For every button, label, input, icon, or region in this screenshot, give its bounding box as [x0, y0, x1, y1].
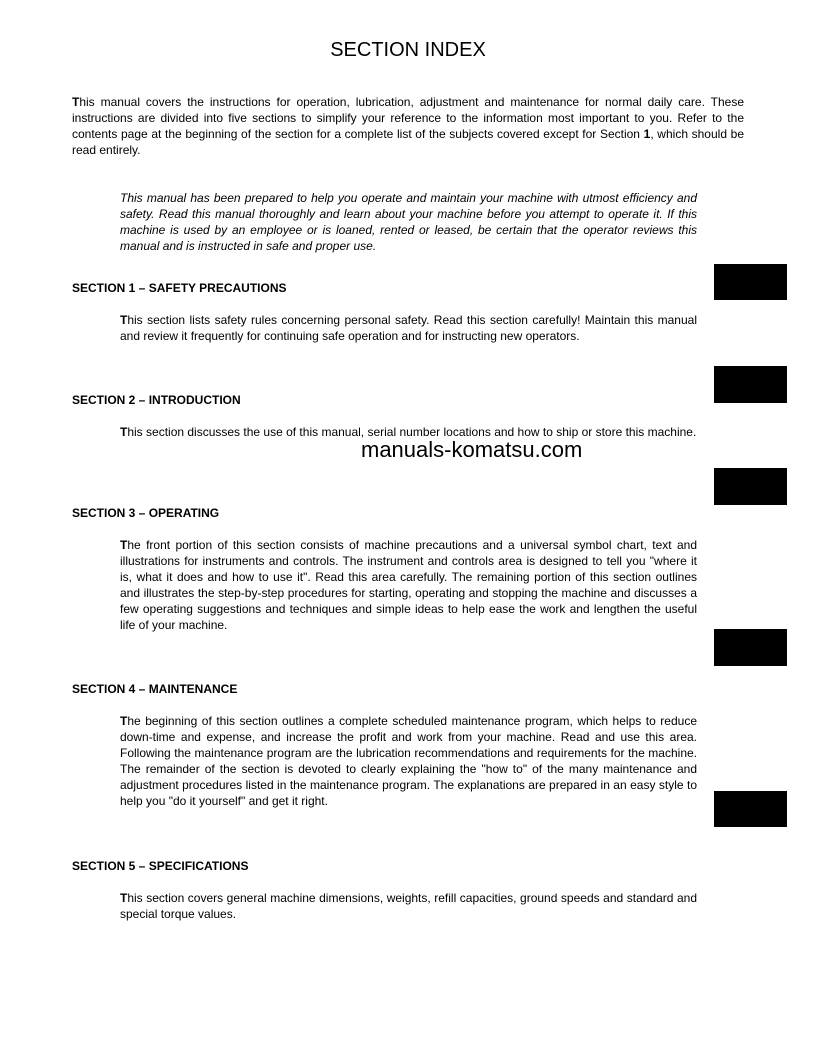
intro-section-number: 1 [643, 127, 651, 141]
section-4-heading: SECTION 4 – MAINTENANCE [72, 682, 238, 696]
section-2-thumb-tab [714, 366, 787, 403]
intro-text-end: , which should be read entirely. [72, 127, 744, 157]
section-1-lead-letter: T [120, 313, 128, 327]
section-4-body [120, 713, 697, 809]
section-1-heading: SECTION 1 – SAFETY PRECAUTIONS [72, 281, 287, 295]
section-2-heading: SECTION 2 – INTRODUCTION [72, 393, 241, 407]
section-5-thumb-tab [714, 791, 787, 827]
section-5-heading: SECTION 5 – SPECIFICATIONS [72, 859, 249, 873]
intro-text: his manual covers the instructions for operation, lubrication, adjustment and maintenance for normal daily care. These instructions are divided into five sections to simplify your reference to the information most important to you. Refer to the contents page at the beginning of the section for a complete list of the subjects covered except for Section [72, 95, 744, 141]
section-4-lead-letter: T [120, 714, 128, 728]
section-1-body [120, 312, 697, 344]
section-2-text: his section discusses the use of this manual, serial number locations and how to ship or store this machine. [127, 425, 697, 439]
section-1-thumb-tab [714, 264, 787, 300]
watermark-text: manuals-komatsu.com [361, 437, 583, 462]
section-3-text: he front portion of this section consists of machine precautions and a universal symbol chart, text and illustrations for instruments and controls. The instrument and controls area is designed to tell you "where it is, what it does and how to use it". Read this area carefully. The remaining portion of this section outlines and illustrates the step-by-step procedures for starting, operating and stopping the machine and discusses a few operating suggestions and techniques and simple ideas to help ease the work and lengthen the useful life of your machine. [120, 538, 697, 632]
intro-lead-letter: T [72, 95, 80, 109]
section-3-heading: SECTION 3 – OPERATING [72, 506, 220, 520]
section-5-text: his section covers general machine dimensions, weights, refill capacities, ground speeds and standard and special torque values. [120, 891, 697, 921]
notice-paragraph: This manual has been prepared to help you operate and maintain your machine with utmost efficiency and safety. Read this manual thoroughly and learn about your machine before you attempt to operate it. If this machine is used by an employee or is loaned, rented or leased, be certain that the operator reviews this manual and is instructed in safe and proper use. [120, 191, 697, 253]
section-5-lead-letter: T [120, 891, 128, 905]
section-3-lead-letter: T [120, 538, 128, 552]
section-1-text: his section lists safety rules concerning personal safety. Read this section carefully! Maintain this manual and review it frequently for continuing safe operation and for instructing new operators. [120, 313, 697, 343]
page-title: SECTION INDEX [330, 39, 486, 61]
section-4-text: he beginning of this section outlines a complete scheduled maintenance program, which helps to reduce down-time and expense, and increase the profit and work from your machine. Read and use this area. Following the maintenance program are the lubrication recommendations and requirements for the machine. The remainder of the section is devoted to clearly explaining the "how to" of the many maintenance and adjustment procedures listed in the maintenance program. The explanations are prepared in an easy style to help you "do it yourself" and get it right. [120, 714, 697, 808]
section-2-lead-letter: T [120, 425, 128, 439]
section-4-thumb-tab [714, 629, 787, 666]
intro-paragraph [72, 94, 744, 158]
section-5-body [120, 890, 697, 922]
section-3-body [120, 537, 697, 633]
section-3-thumb-tab [714, 468, 787, 505]
